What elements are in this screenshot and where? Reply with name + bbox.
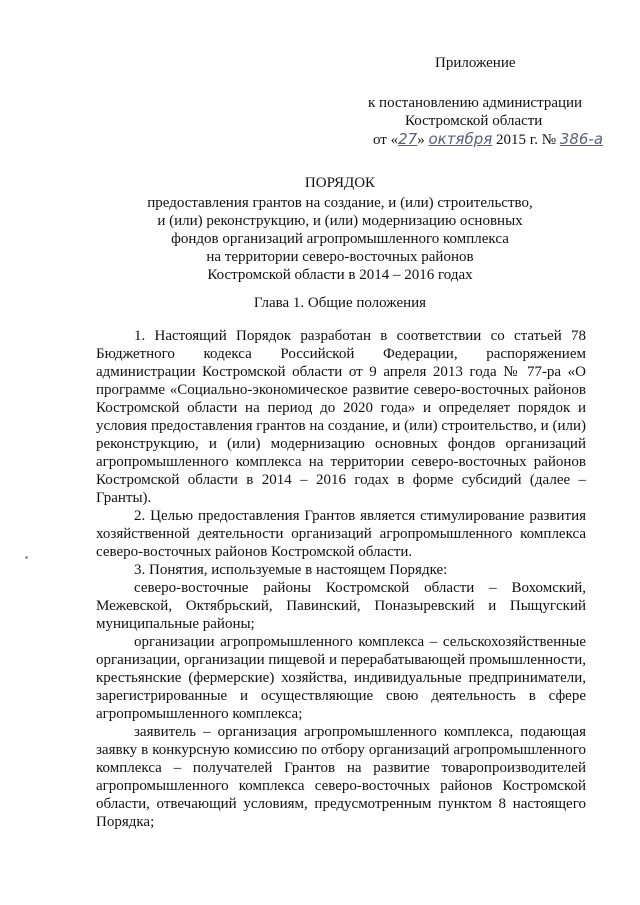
annex-region-line: Костромской области — [405, 113, 543, 129]
definition-ne-districts: северо-восточные районы Костромской области – Вохомский, Межевской, Октябрьский, Павинский, Поназыревский и Пыщугский муниципальные районы; — [96, 580, 586, 632]
definition-applicant: заявитель – организация агропромышленного комплекса, подающая заявку в конкурсную комиссию по отбору организаций агропромышленного комплекса – получателей Грантов на развитие товаропроизводителей агропромышленного комплекса северо-восточных районов Костромской области, отвечающий условиям, предусмотренным пунктом 8 настоящего Порядка; — [96, 724, 586, 830]
subtitle-line: на территории северо-восточных районов — [206, 249, 474, 265]
annex-title: Приложение — [435, 55, 516, 71]
paragraph-1: 1. Настоящий Порядок разработан в соответствии со статьей 78 Бюджетного кодекса Российской Федерации, распоряжением администрации Костромской области от 9 апреля 2013 года № 77-ра «О программе «Социально-экономическое развитие северо-восточных районов Костромской области на период до 2020 года» и определяет порядок и условия предоставления грантов на создание, и (или) строительство, и (или) реконструкцию, и (или) модернизацию основных фондов организаций агропромышленного комплекса на территории северо-восточных районов Костромской области в 2014 – 2016 годах в форме субсидий (далее – Гранты). — [96, 328, 586, 506]
document-number: 386-а — [559, 130, 604, 148]
subtitle-line: и (или) реконструкцию, и (или) модернизацию основных — [157, 213, 523, 229]
document-body — [96, 327, 586, 831]
date-day: 27 — [398, 130, 418, 148]
date-mid: » — [417, 132, 425, 148]
chapter-heading: Глава 1. Общие положения — [253, 295, 427, 311]
annex-resolution-line: к постановлению администрации — [368, 95, 583, 111]
paragraph-2: 2. Целью предоставления Грантов является стимулирование развития хозяйственной деятельности организаций агропромышленного комплекса северо-восточных районов Костромской области. — [96, 508, 586, 560]
paragraph-3: 3. Понятия, используемые в настоящем Порядке: — [134, 562, 448, 578]
doc-heading: ПОРЯДОК — [304, 175, 376, 191]
annex-date-line — [373, 130, 603, 149]
date-month: октября — [428, 130, 493, 148]
subtitle-line: предоставления грантов на создание, и (или) строительство, — [147, 195, 533, 211]
date-prefix: от « — [373, 132, 399, 148]
date-year: 2015 г. № — [496, 132, 557, 148]
definition-organizations: организации агропромышленного комплекса – сельскохозяйственные организации, организации пищевой и перерабатывающей промышленности, крестьянские (фермерские) хозяйства, индивидуальные предприниматели, зарегистрированные и осуществляющие свою деятельность в сфере агропромышленного комплекса; — [96, 634, 586, 722]
doc-subtitle — [120, 194, 560, 284]
scan-speck — [25, 556, 28, 559]
subtitle-line: Костромской области в 2014 – 2016 годах — [207, 267, 473, 283]
subtitle-line: фондов организаций агропромышленного комплекса — [171, 231, 509, 247]
